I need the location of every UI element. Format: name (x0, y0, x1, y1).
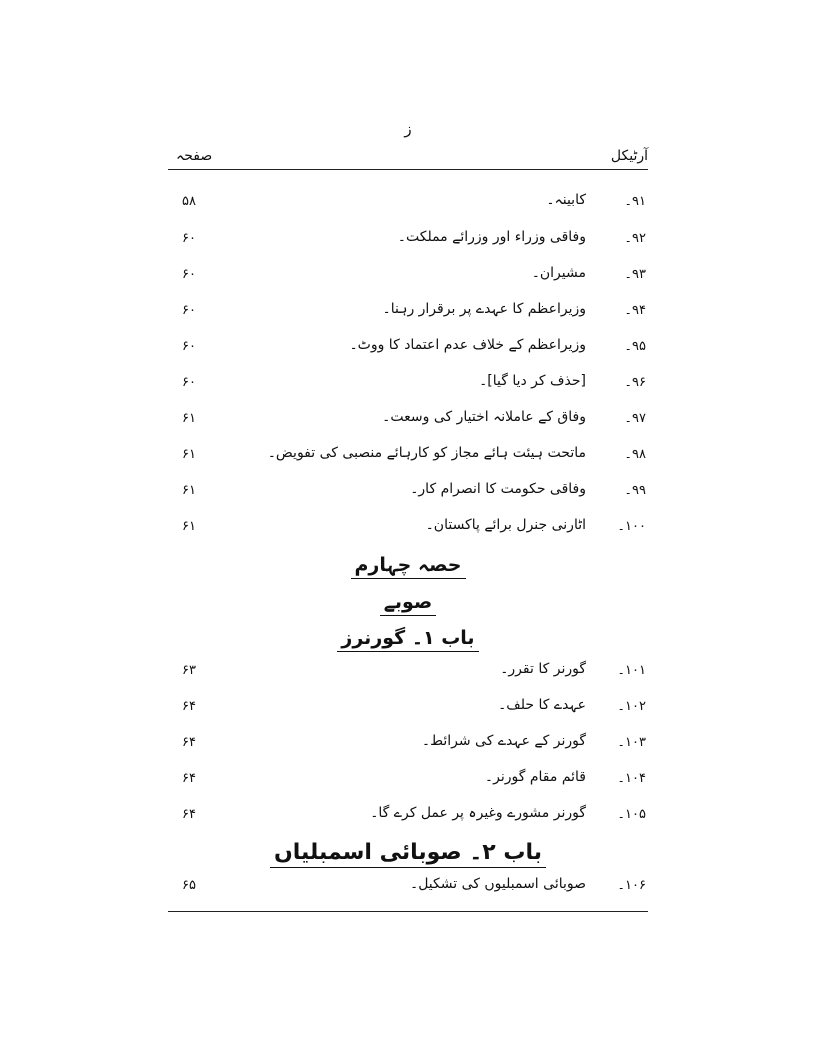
header-rule (168, 169, 648, 170)
toc-entry (168, 733, 648, 757)
article-number: ۱۰۵۔ (617, 807, 646, 822)
article-title: عہدے کا حلف۔ (498, 697, 586, 713)
article-title: گورنر مشورے وغیرہ پر عمل کرے گا۔ (370, 805, 586, 821)
article-number: ۱۰۴۔ (617, 771, 646, 786)
article-number: ۹۹۔ (624, 483, 646, 498)
page-number: ۶۱ (182, 447, 196, 462)
page-number: ۶۰ (182, 375, 196, 390)
article-title: وزیراعظم کا عہدے پر برقرار رہنا۔ (382, 301, 586, 317)
page-number: ۵۸ (182, 194, 196, 209)
article-number: ۹۲۔ (624, 231, 646, 246)
toc-entry (168, 481, 648, 505)
article-title: وزیراعظم کے خلاف عدم اعتماد کا ووٹ۔ (349, 337, 586, 353)
toc-entry (168, 517, 648, 541)
article-number: ۱۰۰۔ (617, 519, 646, 534)
article-number: ۹۷۔ (624, 411, 646, 426)
part-heading (0, 554, 816, 576)
article-title: وفاقی وزراء اور وزرائے مملکت۔ (397, 229, 586, 245)
article-title: گورنر کے عہدے کی شرائط۔ (421, 733, 586, 749)
page-number: ۶۰ (182, 267, 196, 282)
article-number: ۱۰۳۔ (617, 735, 646, 750)
toc-entry (168, 301, 648, 325)
article-title: کابینہ۔ (546, 192, 586, 208)
article-number: ۱۰۶۔ (617, 878, 646, 893)
toc-entry (168, 337, 648, 361)
page-number: ۶۰ (182, 231, 196, 246)
toc-entry (168, 661, 648, 685)
page-number: ۶۱ (182, 411, 196, 426)
provinces-heading (0, 591, 816, 613)
article-title: مشیران۔ (531, 265, 586, 281)
article-title: اٹارنی جنرل برائے پاکستان۔ (425, 517, 586, 533)
article-title: قائم مقام گورنر۔ (484, 769, 586, 785)
article-number: ۱۰۲۔ (617, 699, 646, 714)
page-number: ۶۴ (182, 771, 196, 786)
toc-entry (168, 769, 648, 793)
page-number: ۶۵ (182, 878, 196, 893)
page-number: ۶۳ (182, 663, 196, 678)
chapter-heading-governors (0, 627, 816, 649)
article-title: وفاقی حکومت کا انصرام کار۔ (410, 481, 586, 497)
page-number: ۶۰ (182, 303, 196, 318)
chapter-heading-text: باب ۱۔ گورنرز (337, 627, 478, 652)
article-column-label: آرٹیکل (610, 148, 648, 164)
article-title: صوبائی اسمبلیوں کی تشکیل۔ (410, 876, 586, 892)
article-number: ۹۱۔ (624, 194, 646, 209)
chapter-heading-assemblies (0, 840, 816, 865)
toc-entry (168, 805, 648, 829)
page-number: ۶۱ (182, 519, 196, 534)
page-number: ۶۱ (182, 483, 196, 498)
article-number: ۹۶۔ (624, 375, 646, 390)
footer-rule (168, 911, 648, 912)
toc-entry (168, 192, 648, 216)
toc-entry (168, 373, 648, 397)
part-heading-text: حصہ چہارم (351, 554, 466, 579)
toc-entry (168, 229, 648, 253)
article-title: گورنر کا تقرر۔ (500, 661, 586, 677)
toc-entry (168, 409, 648, 433)
provinces-heading-text: صوبے (380, 591, 437, 616)
article-number: ۹۵۔ (624, 339, 646, 354)
toc-entry (168, 876, 648, 900)
article-title: [حذف کر دیا گیا]۔ (479, 373, 586, 389)
article-number: ۹۸۔ (624, 447, 646, 462)
page-number: ۶۴ (182, 807, 196, 822)
toc-header (168, 148, 648, 168)
article-title: ماتحت ہیئت ہائے مجاز کو کارہائے منصبی کی تفویض۔ (267, 445, 586, 461)
article-number: ۹۴۔ (624, 303, 646, 318)
toc-entry (168, 697, 648, 721)
chapter-heading-text: باب ۲۔ صوبائی اسمبلیاں (270, 840, 546, 868)
article-title: وفاق کے عاملانہ اختیار کی وسعت۔ (382, 409, 586, 425)
page-number: ۶۴ (182, 735, 196, 750)
article-number: ۹۳۔ (624, 267, 646, 282)
toc-entry (168, 445, 648, 469)
page-number: ۶۴ (182, 699, 196, 714)
page-number: ۶۰ (182, 339, 196, 354)
toc-entry (168, 265, 648, 289)
page-column-label: صفحہ (176, 148, 213, 164)
page-marker: ز (404, 120, 412, 138)
article-number: ۱۰۱۔ (617, 663, 646, 678)
